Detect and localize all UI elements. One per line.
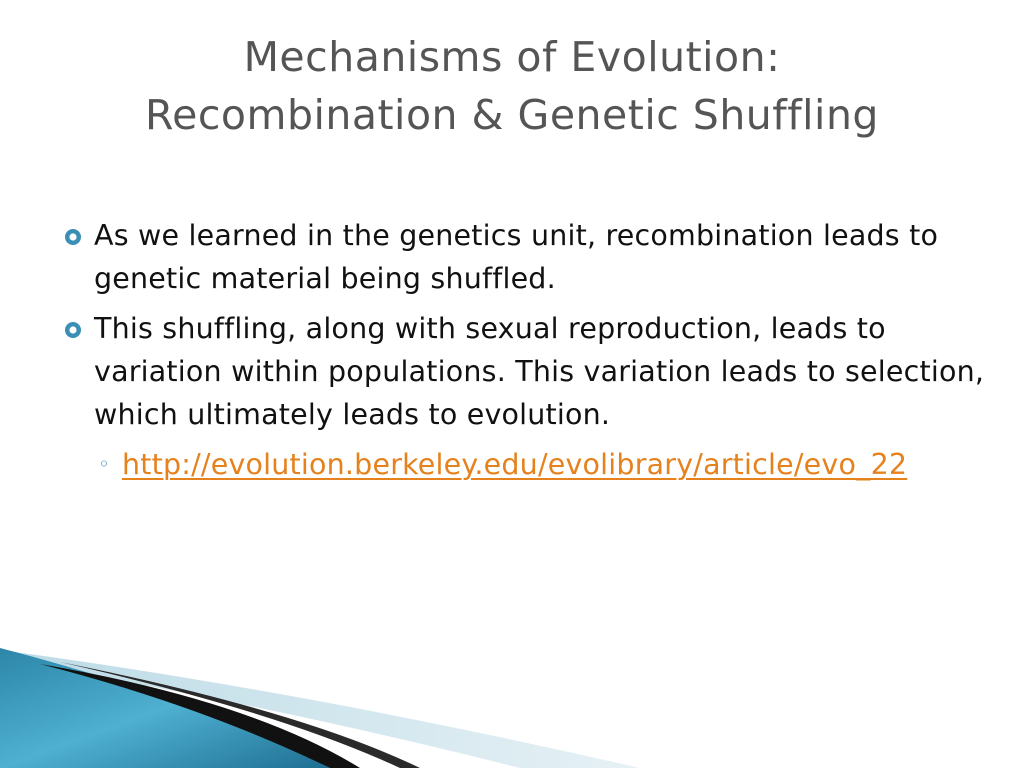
bullet-text: This shuffling, along with sexual reproduction, leads to variation within populations. This variation leads to selection, which ultimately leads to evolution. bbox=[94, 312, 985, 431]
slide-title bbox=[0, 28, 1024, 144]
bullet-item bbox=[64, 214, 994, 300]
target-bullet-icon bbox=[64, 228, 82, 246]
title-line-2: Recombination & Genetic Shuffling bbox=[145, 91, 879, 139]
hollow-circle-icon: ◦ bbox=[98, 452, 110, 476]
slide-body bbox=[64, 214, 994, 486]
title-line-1: Mechanisms of Evolution: bbox=[243, 33, 781, 81]
sub-bullet-item bbox=[64, 443, 994, 486]
target-bullet-icon bbox=[64, 321, 82, 339]
evolution-article-link[interactable]: http://evolution.berkeley.edu/evolibrary/article/evo_22 bbox=[122, 448, 908, 481]
bullet-text: As we learned in the genetics unit, recombination leads to genetic material being shuffled. bbox=[94, 219, 939, 295]
bullet-item bbox=[64, 307, 994, 436]
